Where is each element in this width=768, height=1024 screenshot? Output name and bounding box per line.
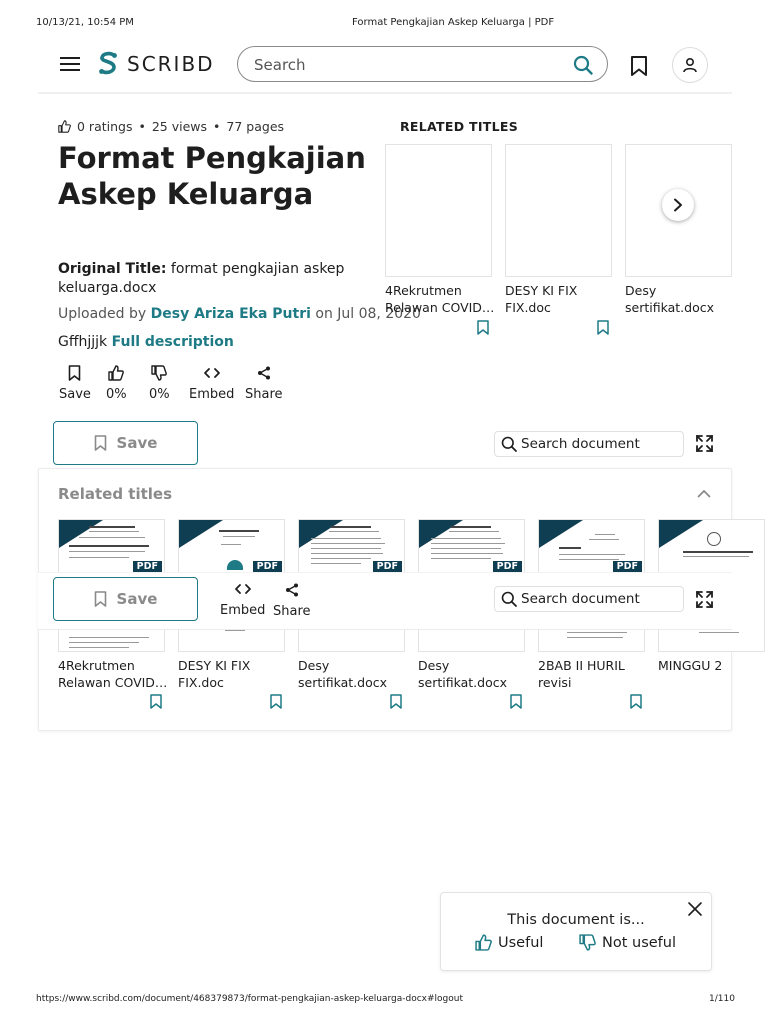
related-titles-carousel bbox=[380, 140, 714, 340]
feedback-card bbox=[440, 892, 712, 971]
search-document-placeholder: Search document bbox=[521, 436, 640, 452]
dislike-button[interactable] bbox=[149, 362, 170, 402]
original-title-value: format pengkajian askep keluarga.docx bbox=[58, 261, 345, 296]
search-icon[interactable] bbox=[573, 55, 593, 75]
dot-separator: • bbox=[138, 119, 146, 134]
thumbnail-corner bbox=[59, 520, 103, 548]
embed-button[interactable] bbox=[189, 362, 234, 402]
hamburger-menu-icon[interactable] bbox=[60, 56, 80, 72]
dislike-percent: 0% bbox=[149, 387, 170, 402]
full-description-link[interactable]: Full description bbox=[111, 334, 234, 350]
feedback-question: This document is... bbox=[507, 912, 645, 928]
search-document-input[interactable] bbox=[494, 431, 684, 457]
related-panel-title[interactable]: Desy sertifikat.docx bbox=[298, 658, 387, 690]
thumbs-up-icon bbox=[108, 365, 124, 381]
carousel-next-button[interactable] bbox=[662, 189, 694, 221]
bookmark-icon bbox=[68, 365, 81, 381]
views-count: 25 views bbox=[151, 119, 208, 134]
save-action-label: Save bbox=[59, 387, 91, 402]
share-icon bbox=[257, 366, 271, 380]
related-panel-title[interactable]: Desy sertifikat.docx bbox=[418, 658, 507, 690]
print-url: https://www.scribd.com/document/468379873/format-pengkajian-askep-keluarga-docx#logout bbox=[36, 994, 463, 1004]
share-button[interactable] bbox=[245, 362, 283, 402]
bookmark-icon[interactable] bbox=[390, 694, 402, 709]
document-title: Format Pengkajian Askep Keluarga bbox=[58, 141, 366, 211]
pdf-badge: PDF bbox=[493, 561, 522, 572]
pdf-badge: PDF bbox=[613, 561, 642, 572]
sticky-embed-button[interactable] bbox=[220, 578, 265, 618]
account-button[interactable] bbox=[672, 47, 708, 83]
user-icon bbox=[682, 57, 698, 73]
document-stats bbox=[58, 119, 284, 134]
pdf-badge: PDF bbox=[253, 561, 282, 572]
search-input[interactable] bbox=[237, 46, 608, 82]
bookmark-icon[interactable] bbox=[597, 320, 609, 335]
related-title[interactable]: Desy sertifikat.docx bbox=[625, 283, 714, 315]
bookmark-icon[interactable] bbox=[630, 694, 642, 709]
related-thumbnail[interactable] bbox=[505, 144, 612, 277]
chevron-right-icon bbox=[673, 198, 683, 212]
bookmark-icon[interactable] bbox=[150, 694, 162, 709]
pages-count: 77 pages bbox=[226, 119, 285, 134]
code-icon bbox=[204, 367, 220, 379]
related-title[interactable]: 4Rekrutmen Relawan COVID… bbox=[385, 283, 495, 315]
code-icon bbox=[235, 583, 251, 595]
description bbox=[58, 334, 234, 350]
thumbs-down-icon bbox=[579, 934, 596, 951]
search-icon bbox=[501, 591, 517, 607]
share-label: Share bbox=[245, 387, 283, 402]
save-button-label: Save bbox=[116, 434, 158, 452]
sticky-save-button[interactable] bbox=[53, 577, 198, 621]
related-thumbnail[interactable] bbox=[385, 144, 492, 277]
scribd-logo[interactable] bbox=[97, 51, 215, 77]
thumbs-up-icon bbox=[475, 934, 492, 951]
bookmark-icon bbox=[94, 435, 107, 451]
sticky-search-document-input[interactable] bbox=[494, 586, 684, 612]
pdf-badge: PDF bbox=[373, 561, 402, 572]
thumbnail-corner bbox=[659, 520, 703, 548]
saved-bookmark-icon[interactable] bbox=[630, 56, 648, 76]
share-icon bbox=[285, 583, 299, 597]
search-placeholder: Search bbox=[254, 56, 306, 74]
embed-label: Embed bbox=[189, 387, 235, 402]
related-panel-title[interactable]: 4Rekrutmen Relawan COVID… bbox=[58, 658, 168, 690]
fullscreen-icon[interactable] bbox=[696, 591, 713, 608]
thumbnail-seal bbox=[707, 532, 721, 546]
sticky-share-label: Share bbox=[273, 604, 311, 619]
close-icon[interactable] bbox=[687, 901, 703, 917]
like-button[interactable] bbox=[106, 362, 127, 402]
related-panel-title[interactable]: 2BAB II HURIL revisi bbox=[538, 658, 625, 690]
bookmark-icon[interactable] bbox=[270, 694, 282, 709]
sticky-save-label: Save bbox=[116, 590, 158, 608]
useful-label: Useful bbox=[498, 934, 544, 951]
thumbnail-corner bbox=[179, 520, 223, 548]
related-title[interactable]: DESY KI FIX FIX.doc bbox=[505, 283, 578, 315]
pdf-badge: PDF bbox=[133, 561, 162, 572]
thumbnail-corner bbox=[539, 520, 583, 548]
thumbnail-logo bbox=[227, 560, 243, 570]
scribd-logo-icon bbox=[97, 51, 119, 77]
print-page-count: 1/110 bbox=[709, 994, 735, 1004]
dot-separator: • bbox=[213, 119, 221, 134]
like-percent: 0% bbox=[106, 387, 127, 402]
save-button[interactable] bbox=[53, 421, 198, 465]
sticky-embed-label: Embed bbox=[220, 603, 266, 618]
related-titles-heading: RELATED TITLES bbox=[400, 119, 519, 134]
bookmark-icon[interactable] bbox=[510, 694, 522, 709]
header-divider bbox=[38, 92, 732, 94]
original-title bbox=[58, 260, 378, 298]
uploaded-by-label: Uploaded by bbox=[58, 306, 147, 322]
sticky-search-placeholder: Search document bbox=[521, 591, 640, 607]
bookmark-icon[interactable] bbox=[477, 320, 489, 335]
fullscreen-icon[interactable] bbox=[696, 435, 713, 452]
chevron-up-icon[interactable] bbox=[697, 489, 711, 498]
upload-date: on Jul 08, 2020 bbox=[315, 306, 421, 322]
related-panel-heading: Related titles bbox=[58, 485, 173, 503]
scribd-logo-text: SCRIBD bbox=[127, 52, 215, 76]
not-useful-label: Not useful bbox=[602, 934, 677, 951]
search-icon bbox=[501, 436, 517, 452]
related-panel-title[interactable]: DESY KI FIX FIX.doc bbox=[178, 658, 251, 690]
related-panel-title[interactable]: MINGGU 2 bbox=[658, 658, 723, 673]
save-action-button[interactable] bbox=[59, 362, 91, 402]
useful-button[interactable] bbox=[475, 934, 543, 951]
original-title-label: Original Title: bbox=[58, 261, 167, 277]
thumbs-up-icon bbox=[58, 120, 71, 133]
description-text: Gffhjjjk bbox=[58, 334, 108, 350]
ratings-count: 0 ratings bbox=[77, 119, 133, 134]
thumbs-down-icon bbox=[151, 365, 167, 381]
print-datetime: 10/13/21, 10:54 PM bbox=[36, 17, 134, 28]
print-page-title: Format Pengkajian Askep Keluarga | PDF bbox=[352, 17, 555, 28]
uploader-info bbox=[58, 306, 421, 322]
sticky-share-button[interactable] bbox=[273, 579, 311, 619]
bookmark-icon bbox=[94, 591, 107, 607]
not-useful-button[interactable] bbox=[579, 934, 676, 951]
author-link[interactable]: Desy Ariza Eka Putri bbox=[150, 306, 311, 322]
